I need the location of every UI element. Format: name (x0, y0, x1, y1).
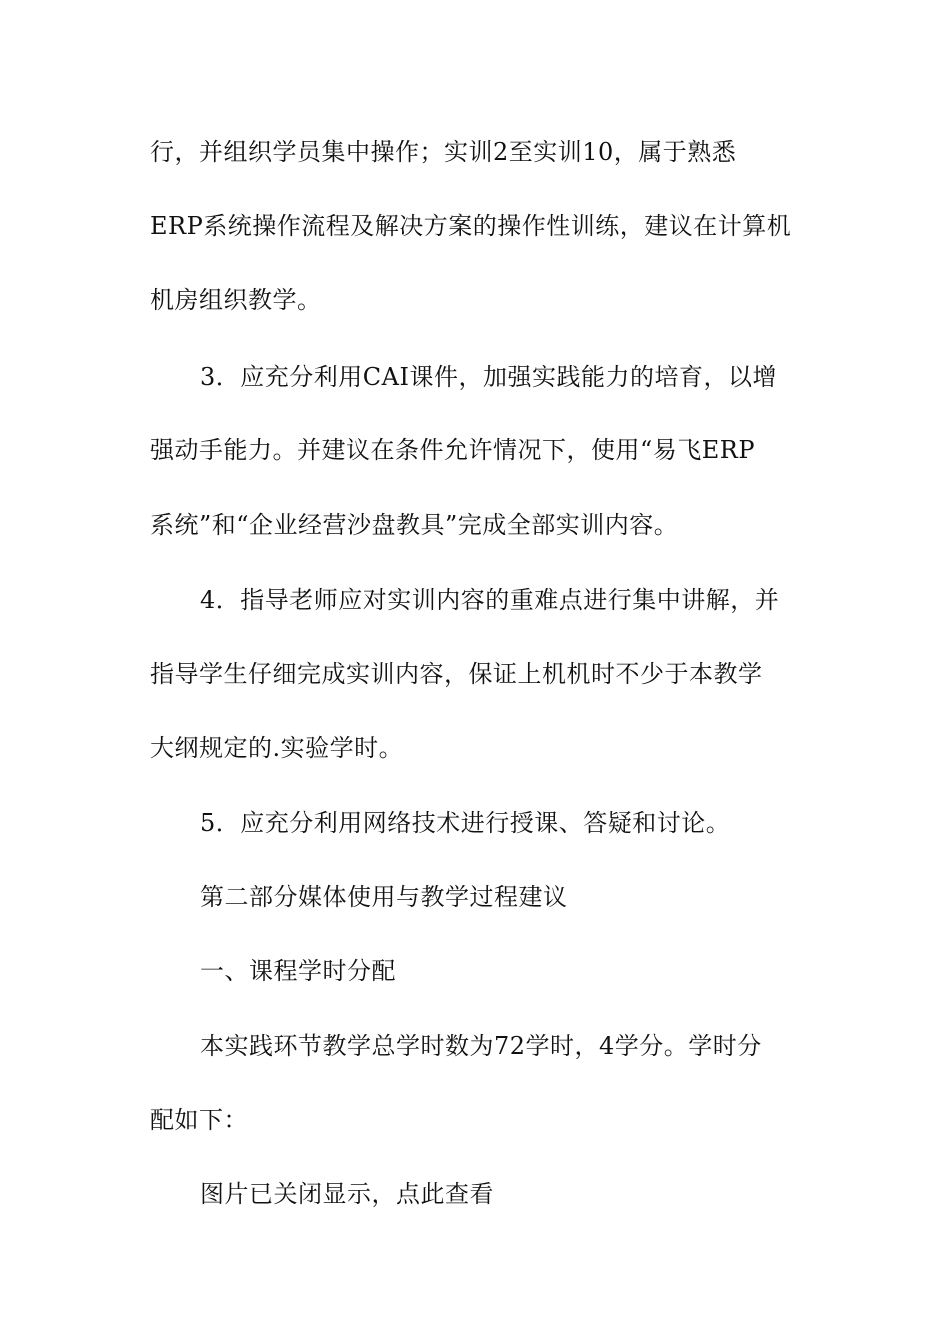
paragraph-line: 4．指导老师应对实训内容的重难点进行集中讲解，并 (200, 586, 780, 614)
paragraph-line: 5．应充分利用网络技术进行授课、答疑和讨论。 (200, 809, 731, 837)
paragraph-line: 行，并组织学员集中操作；实训2至实训10，属于熟悉 (150, 138, 737, 166)
image-placeholder-link[interactable]: 图片已关闭显示，点此查看 (200, 1180, 494, 1208)
section-heading: 第二部分媒体使用与教学过程建议 (200, 883, 568, 911)
paragraph-line: 大纲规定的.实验学时。 (150, 734, 404, 762)
paragraph-line: 本实践环节教学总学时数为72学时，4学分。学时分 (200, 1032, 762, 1060)
subsection-heading: 一、课程学时分配 (200, 957, 396, 985)
paragraph-line: 强动手能力。并建议在条件允许情况下，使用“易飞ERP (150, 436, 756, 464)
paragraph-line: 系统”和“企业经营沙盘教具”完成全部实训内容。 (150, 511, 679, 539)
paragraph-line: 机房组织教学。 (150, 286, 322, 314)
paragraph-line: ERP系统操作流程及解决方案的操作性训练，建议在计算机 (150, 212, 792, 240)
paragraph-line: 配如下： (150, 1106, 248, 1134)
paragraph-line: 指导学生仔细完成实训内容，保证上机机时不少于本教学 (150, 660, 763, 688)
paragraph-line: 3．应充分利用CAI课件，加强实践能力的培育，以增 (200, 363, 777, 391)
